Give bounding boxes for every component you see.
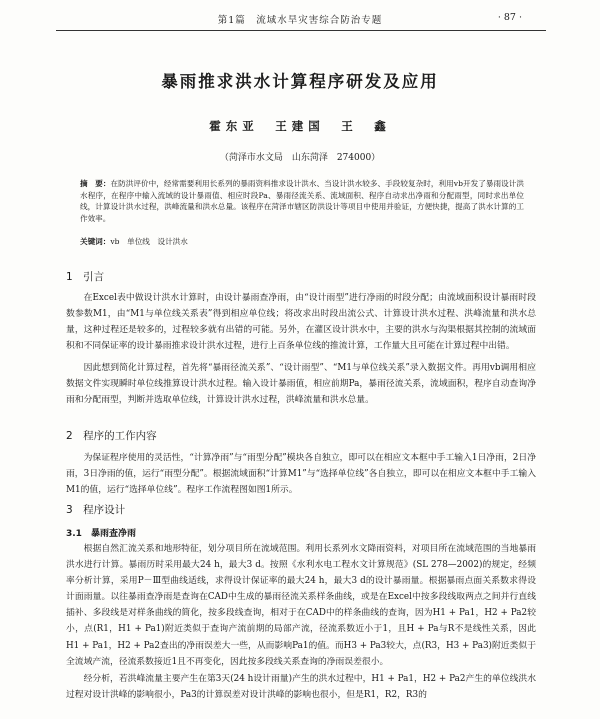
intro-paragraph-2: 因此想到简化计算过程，首先将“暴雨径流关系”、“设计雨型”、“M1与单位线关系”录入数据文件。再用vb调用相应数据文件实现瞬时单位线推算设计洪水过程。输入设计暴雨值，相应前期Pa，暴雨径流关系，流域面积，程序自动查询净雨和分配雨型，判断并选取单位线，计算设计洪水过程，洪峰流量和洪水总量。 [66,363,536,406]
program-work-paragraph: 为保证程序使用的灵活性，“计算净雨”与“雨型分配”模块各自独立，即可以在相应文本框中手工输入1日净雨，2日净雨，3日净雨的值，运行“雨型分配”。根据流域面积“计算M1”与“选择单位线”各自独立，即可以在相应文本框中手工输入M1的值，运行“选择单位线”。程序工作流程图如图1所示。 [66,453,536,496]
keywords [80,236,524,248]
abstract-label: 摘 要： [80,179,111,188]
section-heading-introduction: 1 引言 [66,271,105,283]
abstract-text: 在防洪评价中，经常需要利用长系列的暴雨资料推求设计洪水、当设计洪水较多、手段较复杂时，利用vb开发了暴雨设计洪水程序，在程序中输入流域的设计暴雨值、相应时段Pa、暴雨径流关系、流域面积、程序自动求出净雨和分配雨型，同时求出单位线，计算设计洪水过程，洪峰流量和洪水总量。该程序在菏泽市辖区防洪设计等项目中使用并验证，方便快捷，提高了洪水计算的工作效率。 [80,179,524,223]
rainfall-paragraph-1: 根据自然汇流关系和地形特征，划分项目所在流域范围。利用长系列水文降雨资料，对项目所在流域范围的当地暴雨洪水进行计算。暴雨历时采用最大24 h，最大3 d。按照《水利水电工程水文计算规范》(SL 278—2002)的规定，经频率分析计算，采用P－Ⅲ型曲线适线，求得设计保证率的最大24 h，最大3 d的设计暴雨量。根据暴雨点面关系数求得设计面雨量。以往暴雨查净雨是查询在CAD中生成的暴雨径流关系样条曲线，或是在Excel中按多段线取两点之间并行直线插补、多段线是对样条曲线的简化，按多段线查询，相对于在CAD中的样条曲线的查询，因为H1 + Pa1，H2 + Pa2较小，点(R1，H1 + Pa1)附近类似于查询产流前期的局部产流，径流系数近小于1，且H + Pa与R不是线性关系，因此H1 + Pa1，H2 + Pa2查出的净雨误差大一些，从而影响Pa1的值。而H3 + Pa3较大，点(R3，H3 + Pa3)附近类似于全流域产流，径流系数接近1且不再变化，因此按多段线关系查询的净雨误差很小。 [66,544,536,667]
keywords-label: 关键词： [80,237,111,246]
affiliation: （菏泽市水文局 山东菏泽 274000） [219,153,381,163]
section-heading-program-design: 3 程序设计 [66,504,126,516]
section-heading-program-work: 2 程序的工作内容 [66,430,157,442]
intro-paragraph-1: 在Excel表中做设计洪水计算时，由设计暴雨查净雨，由“设计雨型”进行净雨的时段分配；由流域面积设计暴雨时段数参数M1，由“M1与单位线关系表”得到相应单位线；将改求出时段出流公式、计算设计洪水过程、洪峰流量和洪水总量，这种过程还是较多的，过程较多就有出错的可能。另外，在灌区设计洪水中，主要的洪水与沟渠根据其控制的流域面积和不同保证率的设计暴雨推求设计洪水过程，进行上百条单位线的推流计算，工作量大且可能在计算过程中出错。 [66,293,536,352]
paper-title: 暴雨推求洪水计算程序研发及应用 [161,72,439,91]
abstract [80,178,524,224]
running-header [0,10,600,28]
page-number: · 87 · [497,12,522,23]
rainfall-paragraph-2: 经分析，若洪峰流量主要产生在第3天(24 h设计雨量)产生的洪水过程中，H1 + Pa1，H2 + Pa2产生的单位线洪水过程对设计洪峰的影响很小，Pa3的计算误差对设计洪峰的影响也很小，但是R1，R2，R3的 [66,674,536,701]
header-rule [56,30,546,31]
authors: 霍东亚 王建国 王 鑫 [209,119,391,133]
journal-line: 第1篇 流域水旱灾害综合防治专题 [217,15,383,26]
keywords-text: vb 单位线 设计洪水 [110,237,188,246]
subsection-heading-rainfall: 3.1 暴雨查净雨 [66,529,136,539]
